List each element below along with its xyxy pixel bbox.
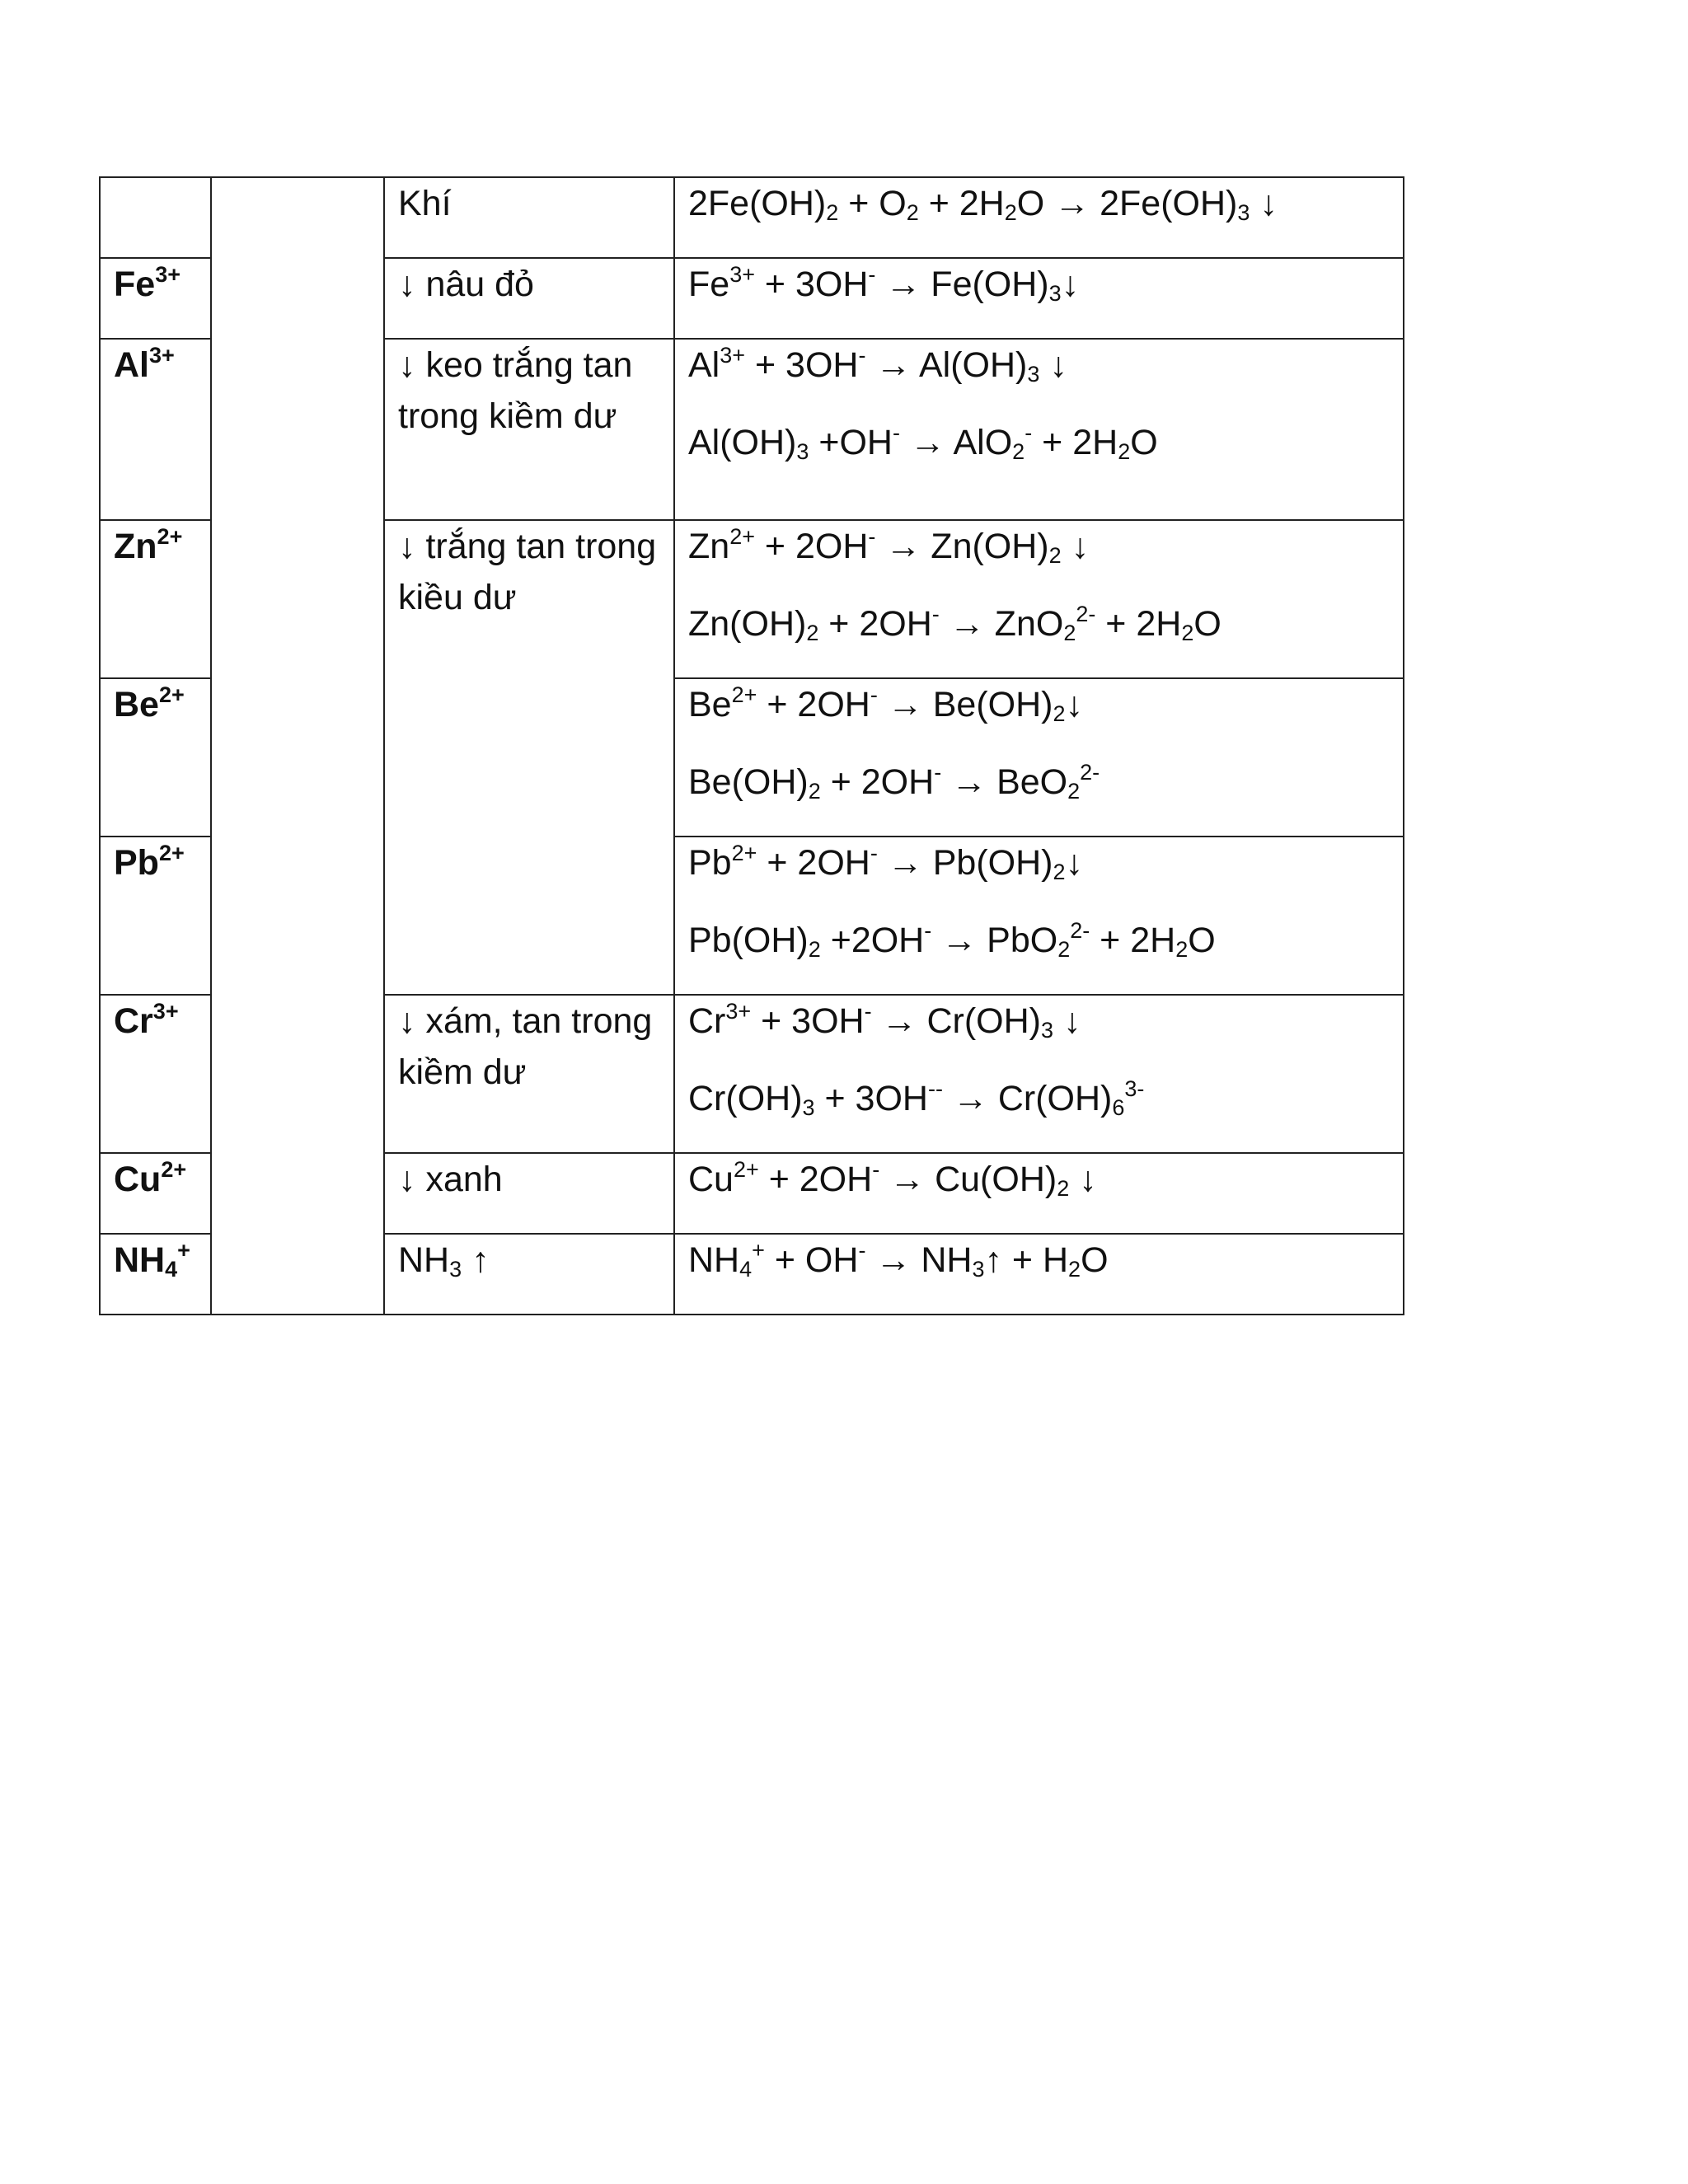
ion-cell: $Fe^{3+}$	[100, 258, 211, 339]
equation-2: $Pb(OH)_2 +2OH^- \to PbO_2^{2-} + 2H_2O$	[688, 918, 1216, 962]
equation-cell	[674, 1153, 1404, 1234]
equation-cell	[674, 678, 1404, 837]
equation-cell	[674, 995, 1404, 1153]
table-row	[100, 177, 1404, 258]
ion-cell: $Al^{3+}$	[100, 339, 211, 520]
equation-1: $NH_4^+ + OH^-$ → $NH_3↑ + H_2O$	[688, 1238, 1109, 1282]
equation-cell	[674, 520, 1404, 678]
equation-1: $Fe^{3+} + 3OH^-$ → $Fe(OH)_3↓$	[688, 262, 1080, 306]
ion-cell: $Cu^{2+}$	[100, 1153, 211, 1234]
phenomenon-cell: ↓ nâu đỏ	[384, 258, 674, 339]
equation-1: $Al^{3+} + 3OH^- \to Al(OH)_3$ ↓	[688, 343, 1067, 387]
ion-cell: $Cr^{3+}$	[100, 995, 211, 1153]
equation-2: $Be(OH)_2 + 2OH^- \to BeO_2^{2-}$	[688, 760, 1100, 804]
equation-2: $Zn(OH)_2 + 2OH^- \to ZnO_2^{2-} + 2H_2O$	[688, 602, 1221, 645]
equation-1: $Cr^{3+} + 3OH^- \to Cr(OH)_3$ ↓	[688, 999, 1081, 1043]
equation-cell	[674, 258, 1404, 339]
phenomenon-cell: $NH_3$ ↑	[384, 1234, 674, 1315]
equation-1: $Zn^{2+} + 2OH^- \to Zn(OH)_2$ ↓	[688, 524, 1090, 568]
reagent-cell	[211, 177, 384, 1315]
equation-cell	[674, 837, 1404, 995]
phenomenon-cell: ↓ xám, tan trong kiềm dư	[384, 995, 674, 1153]
equation-cell	[674, 177, 1404, 258]
ion-cell: $NH_4^+$	[100, 1234, 211, 1315]
equation-1: $Pb^{2+} + 2OH^-$ → $Pb(OH)_2↓$	[688, 841, 1083, 884]
ion-cell: $Be^{2+}$	[100, 678, 211, 837]
equation-cell	[674, 1234, 1404, 1315]
phenomenon-cell: ↓ trắng tan trong kiều dư	[384, 520, 674, 995]
ion-cell: $Pb^{2+}$	[100, 837, 211, 995]
equation-cell	[674, 339, 1404, 520]
reaction-table	[99, 176, 1404, 1315]
equation-1: $2Fe(OH)_2 + O_2 + 2H_2O \to 2Fe(OH)_3$ ↓	[688, 184, 1278, 225]
phenomenon-cell: ↓ keo trắng tan trong kiềm dư	[384, 339, 674, 520]
phenomenon-cell: ↓ xanh	[384, 1153, 674, 1234]
ion-cell: $Zn^{2+}$	[100, 520, 211, 678]
equation-1: $Cu^{2+} + 2OH^- \to Cu(OH)_2$ ↓	[688, 1157, 1097, 1201]
equation-2: $Cr(OH)_3 + 3OH^{--} \to Cr(OH)_6^{3-}$	[688, 1076, 1145, 1120]
phenomenon-cell: Khí	[384, 177, 674, 258]
equation-1: $Be^{2+} + 2OH^-$ → $Be(OH)_2↓$	[688, 682, 1083, 726]
equation-2: $Al(OH)_3 +OH^- \to AlO_2^- + 2H_2O$	[688, 420, 1158, 464]
ion-cell	[100, 177, 211, 258]
